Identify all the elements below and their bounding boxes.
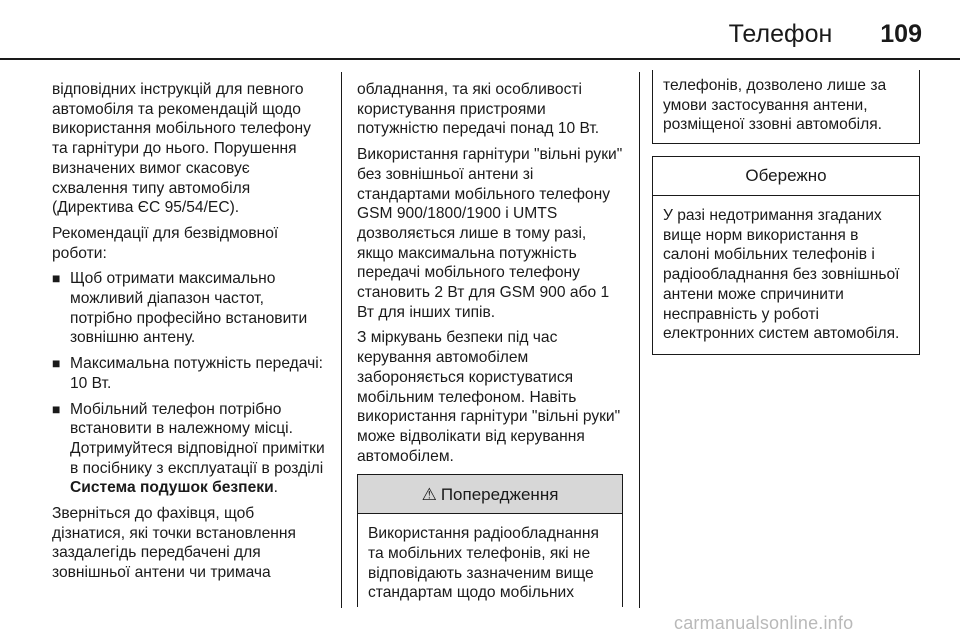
bullet-square-icon: ■ [52,400,61,417]
paragraph: З міркувань безпеки під час керування автомобілем забороняється користуватися мобільним телефоном. Навіть використання гарнітури "вільні руки" може відволікати від керування автомобілем. [357,329,621,465]
page-title: Телефон [728,19,833,48]
list-item-text: Щоб отримати максимально можливий діапазон частот, потрібно професійно встановити зовнішню антену. [70,270,308,347]
page-header [729,14,922,54]
paragraph: відповідних інструкцій для певного автомобіля та рекомендацій щодо використання мобільного телефону та гарнітури до нього. Порушення визначених вимог скасовує схвалення типу автомобіля (Директива ЄС 95/54/ЕС). [52,81,311,217]
paragraph: Рекомендації для безвідмовної роботи: [52,224,279,262]
page-number: 109 [880,19,922,48]
warning-title: Попередження [440,484,559,504]
column-3 [652,156,920,355]
list-item [52,354,327,393]
column-2 [357,80,623,607]
column-1 [52,80,327,589]
warning-box [357,474,623,607]
list-item-text-part: . [273,479,278,497]
caution-title: Обережно [745,166,827,186]
column-divider-1 [341,72,342,608]
paragraph: обладнання, та які особливості користування пристроями потужністю передачі понад 10 Вт. [357,81,600,138]
caution-body: У разі недотримання згаданих вище норм використання в салоні мобільних телефонів і радіообладнання без зовнішньої антени може спричинити несправність у роботі електронних систем автомобіля. [663,207,900,343]
list-item [52,400,327,499]
paragraph: Зверніться до фахівця, щоб дізнатися, які точки встановлення заздалегідь передбачені для зовнішньої антени чи тримача [52,505,296,582]
paragraph: Використання гарнітури "вільні руки" без зовнішньої антени зі стандартами мобільного телефону GSM 900/1800/1900 і UMTS дозволяється лише в тому разі, якщо максимальна потужність передачі мобільного телефону становить 2 Вт для GSM 900 або 1 Вт для інших типів. [357,146,623,321]
caution-box [652,156,920,355]
list-item-text-part: Мобільний телефон потрібно встановити в належному місці. Дотримуйтеся відповідної примітки в посібнику з експлуатації в розділі [70,400,325,477]
header-rule [0,58,960,60]
list-item-text: Максимальна потужність передачі: 10 Вт. [70,355,324,392]
warning-header [358,475,622,514]
column-divider-2 [639,72,640,608]
watermark: carmanualsonline.info [674,613,854,633]
warning-triangle-icon: ⚠ [421,484,437,504]
list-item-text [70,400,327,499]
list-item [52,269,327,348]
warning-body: Використання радіообладнання та мобільних телефонів, які не відповідають зазначеним вище стандартам щодо мобільних [368,525,599,602]
bullet-square-icon: ■ [52,355,61,372]
section-reference-link[interactable]: Система подушок безпеки [70,479,274,497]
caution-header [653,157,919,196]
warning-box-continuation: телефонів, дозволено лише за умови застосування антени, розміщеної ззовні автомобіля. [652,70,920,144]
bullet-square-icon: ■ [52,270,61,287]
